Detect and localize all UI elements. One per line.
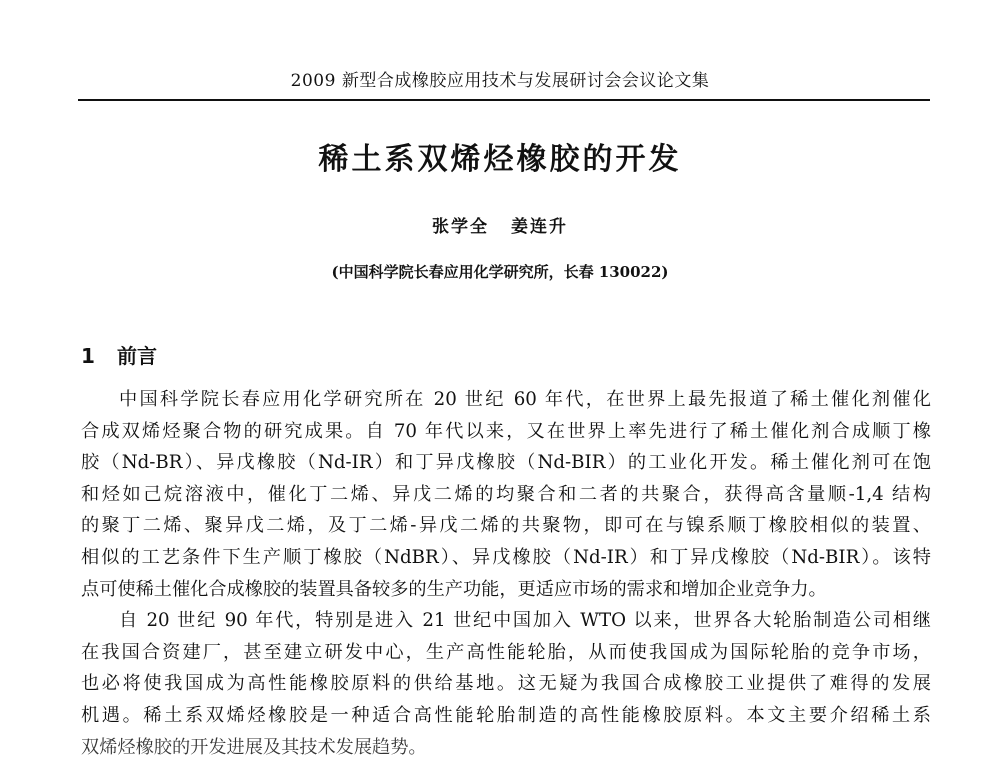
body-text	[81, 384, 931, 758]
paragraph	[81, 605, 931, 758]
author-name: 姜连升	[511, 217, 568, 237]
section-title: 前言	[117, 344, 157, 368]
text-line: 的聚丁二烯、聚异戊二烯，及丁二烯-异戊二烯的共聚物，即可在与镍系顺丁橡胶相似的装置、	[81, 515, 931, 537]
text-line: 点可使稀土催化合成橡胶的装置具备较多的生产功能，更适应市场的需求和增加企业竞争力。	[81, 578, 827, 600]
paper-title: 稀土系双烯烃橡胶的开发	[318, 142, 682, 177]
text-line: 胶（Nd-BR）、异戊橡胶（Nd-IR）和丁异戊橡胶（Nd-BIR）的工业化开发。稀土催化剂可在饱	[81, 452, 931, 474]
affiliation: (中国科学院长春应用化学研究所，长春 130022)	[331, 263, 669, 281]
section-heading	[81, 340, 157, 369]
header-rule	[78, 99, 930, 101]
author-name: 张学全	[432, 217, 489, 237]
text-line: 机遇。稀土系双烯烃橡胶是一种适合高性能轮胎制造的高性能橡胶原料。本文主要介绍稀土系	[81, 704, 931, 726]
text-line: 和烃如己烷溶液中，催化丁二烯、异戊二烯的均聚合和二者的共聚合，获得高含量顺-1,4 结构	[81, 483, 931, 505]
text-line: 相似的工艺条件下生产顺丁橡胶（NdBR）、异戊橡胶（Nd-IR）和丁异戊橡胶（Nd-BIR）。该特	[81, 546, 931, 568]
section-number: 1	[81, 344, 95, 368]
text-line: 在我国合资建厂，甚至建立研发中心，生产高性能轮胎，从而使我国成为国际轮胎的竞争市场，	[81, 641, 931, 663]
author-list	[0, 212, 1000, 237]
text-line: 中国科学院长春应用化学研究所在 20 世纪 60 年代，在世界上最先报道了稀土催化剂催化	[119, 389, 931, 410]
running-header: 2009 新型合成橡胶应用技术与发展研讨会会议论文集	[290, 71, 710, 91]
text-line: 也必将使我国成为高性能橡胶原料的供给基地。这无疑为我国合成橡胶工业提供了难得的发展	[81, 673, 931, 695]
text-line: 合成双烯烃聚合物的研究成果。自 70 年代以来，又在世界上率先进行了稀土催化剂合成顺丁橡	[81, 420, 931, 442]
text-line: 自 20 世纪 90 年代，特别是进入 21 世纪中国加入 WTO 以来，世界各大轮胎制造公司相继	[119, 610, 931, 632]
paragraph	[81, 384, 931, 605]
text-line: 双烯烃橡胶的开发进展及其技术发展趋势。	[81, 736, 427, 758]
